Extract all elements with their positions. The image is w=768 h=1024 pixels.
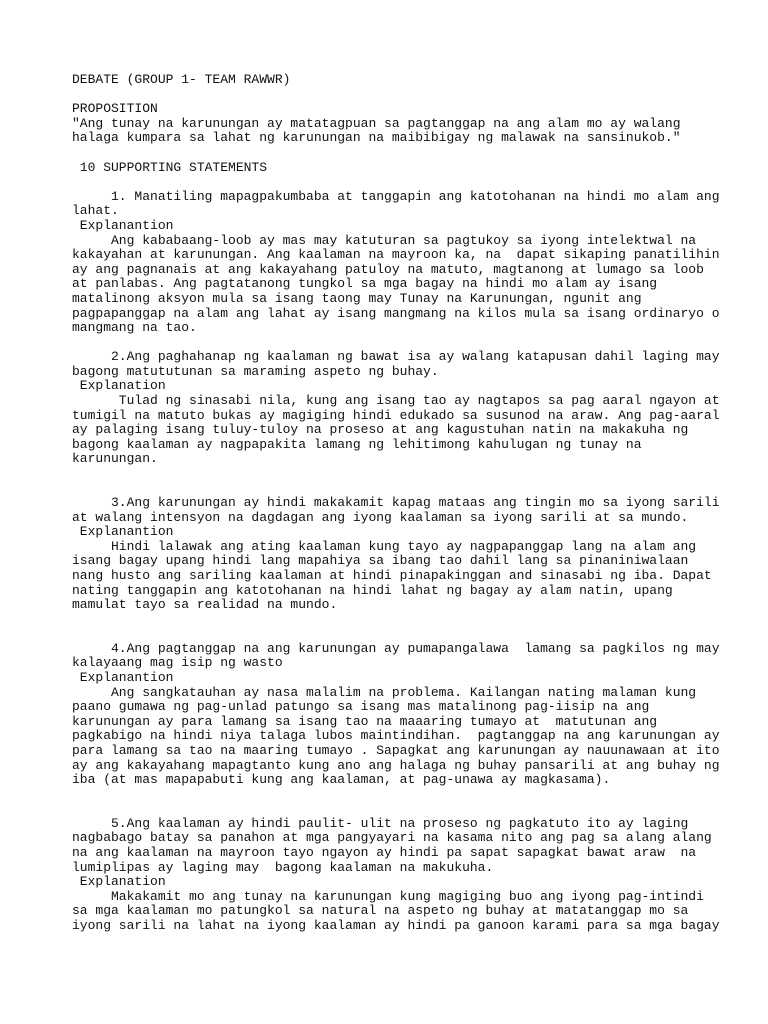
statement-block xyxy=(72,188,720,336)
explanation-line: ay palaging isang tuluy-tuloy na proseso at ang kagustuhan natin na makakuha ng xyxy=(72,422,689,438)
statement-block xyxy=(72,495,720,613)
statement-block xyxy=(72,640,720,788)
statement-line: 5.Ang kaalaman ay hindi paulit- ulit na proseso ng pagkatuto ito ay laging xyxy=(72,815,689,831)
statement-line: 3.Ang karunungan ay hindi makakamit kapag mataas ang tingin mo sa iyong sarili xyxy=(72,495,720,511)
statement-block xyxy=(72,815,720,934)
explanation-line: kakayahan at karunungan. Ang kaalaman na mayroon ka, na dapat sikaping panatilihin xyxy=(72,247,720,263)
explanation-line: iyong sarili na lahat na iyong kaalaman ay hindi pa ganoon karami para sa mga bagay xyxy=(72,917,720,933)
proposition-text-line: "Ang tunay na karunungan ay matatagpuan sa pagtanggap na ang alam mo ay walang xyxy=(72,115,681,131)
statement-line: na ang kaalaman na mayroon tayo ngayon ay hindi pa sapat sapagkat bawat araw na xyxy=(72,844,697,860)
explanation-line: para lamang sa tao na maaring tumayo . Sapagkat ang karunungan ay nauunawaan at ito xyxy=(72,742,720,758)
document-title: DEBATE (GROUP 1- TEAM RAWWR) xyxy=(72,72,291,87)
statement-line: 4.Ang pagtanggap na ang karunungan ay pumapangalawa lamang sa pagkilos ng may xyxy=(72,640,720,656)
explanation-line: Makakamit mo ang tunay na karunungan kung magiging buo ang iyong pag-intindi xyxy=(72,888,704,904)
proposition-heading: PROPOSITION xyxy=(72,101,158,117)
supporting-statements-heading: 10 SUPPORTING STATEMENTS xyxy=(72,159,268,175)
explanation-line: mamulat tayo sa realidad na mundo. xyxy=(72,597,338,613)
statement-line: lumiplipas ay laging may bagong kaalaman na makukuha. xyxy=(72,859,494,875)
statement-line: bagong matututunan sa maraming aspeto ng buhay. xyxy=(72,363,439,379)
explanation-line: paano gumawa ng pag-unlad patungo sa isang mas matalinong pag-iisip na ang xyxy=(72,699,650,715)
explanation-line: nating tanggapin ang katotohanan na hindi lahat ng bagay ay alam natin, upang xyxy=(72,582,673,598)
explanation-label: Explanantion xyxy=(72,217,174,233)
statement-block xyxy=(72,349,720,467)
explanation-line: matalinong aksyon mula sa isang taong may Tunay na Karunungan, ngunit ang xyxy=(72,290,642,306)
explanation-label: Explanation xyxy=(72,378,166,394)
explanation-label: Explanantion xyxy=(72,524,174,540)
explanation-line: karunungan ay para lamang sa isang tao na maaaring tumayo at matutunan ang xyxy=(72,713,658,729)
document-body xyxy=(72,72,720,933)
explanation-line: pagkabigo na hindi niya talaga lubos maintindihan. pagtanggap na ang karunungan ay xyxy=(72,728,720,744)
proposition-text-line: halaga kumpara sa lahat ng karunungan na maibibigay ng malawak na sansinukob." xyxy=(72,130,681,146)
explanation-line: nang husto ang sariling kaalaman at hindi pinapakinggan and sinasabi ng iba. Dapat xyxy=(72,568,712,583)
statement-line: nagbabago batay sa panahon at mga pangyayari na kasama nito ang pag sa alang alang xyxy=(72,830,712,846)
explanation-line: sa mga kaalaman mo patungkol sa natural na aspeto ng buhay at matatanggap mo sa xyxy=(72,903,689,919)
explanation-line: at panlabas. Ang pagtatanong tungkol sa mga bagay na hindi mo alam ay isang xyxy=(72,276,658,292)
explanation-line: Ang sangkatauhan ay nasa malalim na problema. Kailangan nating malaman kung xyxy=(72,684,697,700)
explanation-line: isang bagay upang hindi lang mapahiya sa ibang tao dahil lang sa pinaniniwalaan xyxy=(72,553,689,569)
explanation-line: Ang kababaang-loob ay mas may katuturan sa pagtukoy sa iyong intelektwal na xyxy=(72,232,697,248)
explanation-line: mangmang na tao. xyxy=(72,320,197,336)
statement-line: 2.Ang paghahanap ng kaalaman ng bawat isa ay walang katapusan dahil laging may xyxy=(72,349,720,365)
explanation-line: Tulad ng sinasabi nila, kung ang isang tao ay nagtapos sa pag aaral ngayon at xyxy=(72,393,720,409)
statement-line: kalayaang mag isip ng wasto xyxy=(72,655,283,671)
statement-line: 1. Manatiling mapagpakumbaba at tanggapin ang katotohanan na hindi mo alam ang xyxy=(72,188,720,204)
statement-line: lahat. xyxy=(72,203,119,219)
explanation-label: Explanantion xyxy=(72,669,174,685)
statement-line: at walang intensyon na dagdagan ang iyong kaalaman sa iyong sarili at sa mundo. xyxy=(72,509,689,525)
explanation-line: tumigil na matuto bukas ay magiging hindi edukado sa susunod na araw. Ang pag-aaral xyxy=(72,407,720,423)
explanation-line: ay ang pagnanais at ang kakayahang patuloy na matuto, magtanong at lumago sa loob xyxy=(72,261,704,277)
explanation-line: bagong kaalaman ay nagpapakita lamang ng lehitimong kahulugan ng tunay na xyxy=(72,436,642,452)
explanation-line: karunungan. xyxy=(72,451,158,467)
explanation-label: Explanation xyxy=(72,874,166,890)
explanation-line: iba (at mas mapapabuti kung ang kaalaman, at pag-unawa ay magkasama). xyxy=(72,772,611,788)
explanation-line: pagpapanggap na alam ang lahat ay isang mangmang na kilos mula sa isang ordinaryo o xyxy=(72,305,720,321)
explanation-line: ay ang kakayahang mapagtanto kung ano ang halaga ng buhay pansarili at ang buhay ng xyxy=(72,757,720,773)
explanation-line: Hindi lalawak ang ating kaalaman kung tayo ay nagpapanggap lang na alam ang xyxy=(72,538,697,554)
